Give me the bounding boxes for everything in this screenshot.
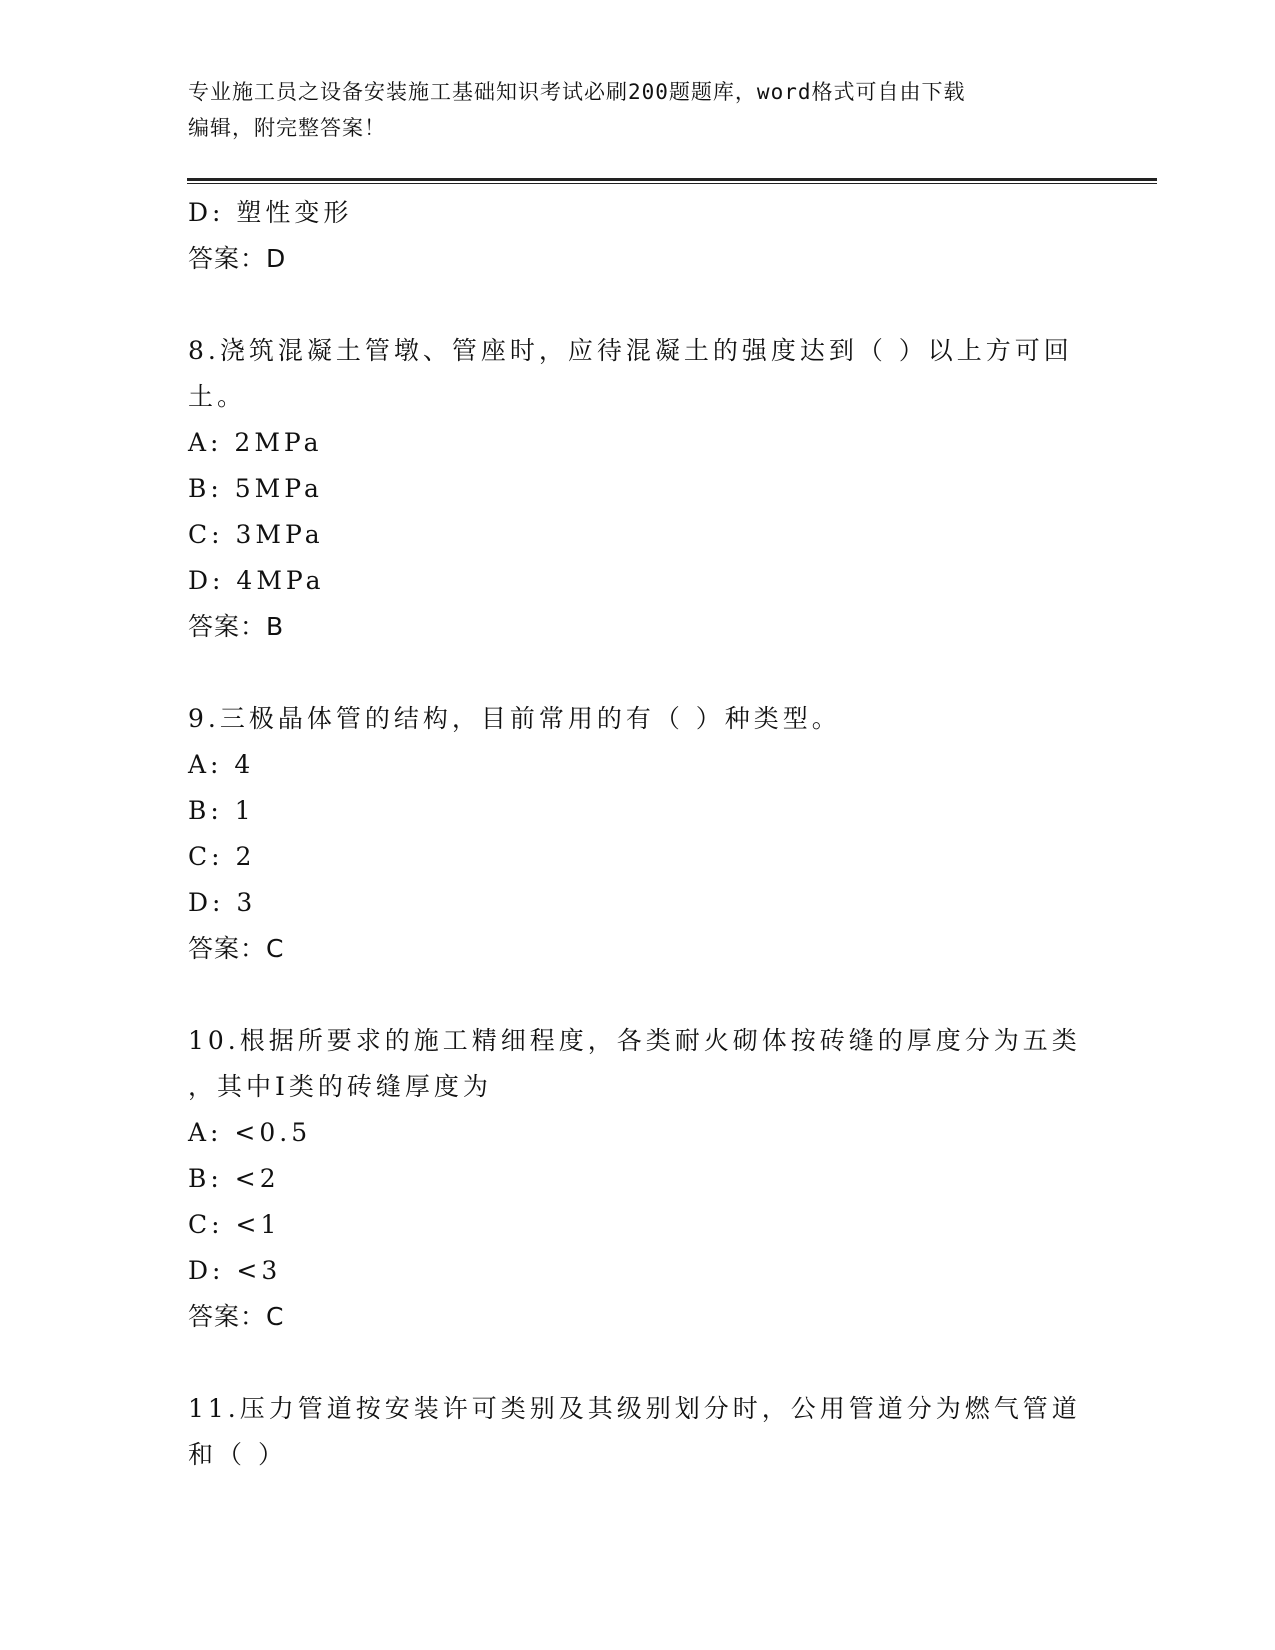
option-a: A: 4: [188, 750, 255, 779]
option-a: A: 2MPa: [188, 428, 323, 457]
option-b: B: <2: [188, 1164, 280, 1193]
header-rule-thin: [187, 183, 1157, 184]
question-stem: 和（ ）: [188, 1440, 287, 1469]
option-d: D: <3: [188, 1256, 282, 1285]
question-7-tail: [188, 190, 1088, 282]
spacer: [188, 1340, 1088, 1386]
option-c: C: <1: [188, 1210, 281, 1239]
option-d: D: 4MPa: [188, 566, 325, 595]
spacer: [188, 282, 1088, 328]
header-line-2: 编辑，附完整答案！: [188, 116, 386, 140]
question-9: [188, 696, 1088, 972]
spacer: [188, 972, 1088, 1018]
question-stem: ，其中Ⅰ类的砖缝厚度为: [188, 1072, 492, 1101]
answer-line: 答案：C: [188, 934, 285, 963]
option-b: B: 1: [188, 796, 255, 825]
option-c: C: 3MPa: [188, 520, 324, 549]
option-d: D: 3: [188, 888, 257, 917]
question-11: [188, 1386, 1088, 1478]
document-body: [188, 190, 1088, 1478]
option-b: B: 5MPa: [188, 474, 323, 503]
option-d: D: 塑性变形: [188, 198, 353, 227]
question-stem: 11.压力管道按安装许可类别及其级别划分时，公用管道分为燃气管道: [188, 1394, 1081, 1423]
answer-line: 答案：D: [188, 244, 287, 273]
question-10: [188, 1018, 1088, 1340]
answer-line: 答案：C: [188, 1302, 285, 1331]
option-c: C: 2: [188, 842, 256, 871]
option-a: A: <0.5: [188, 1118, 312, 1147]
question-stem: 10.根据所要求的施工精细程度，各类耐火砌体按砖缝的厚度分为五类: [188, 1026, 1081, 1055]
answer-line: 答案：B: [188, 612, 285, 641]
header-line-1: 专业施工员之设备安装施工基础知识考试必刷200题题库，word格式可自由下载: [188, 80, 966, 104]
document-header: [188, 74, 1088, 146]
question-stem: 9.三极晶体管的结构，目前常用的有（ ）种类型。: [188, 704, 841, 733]
header-rule-thick: [187, 178, 1157, 181]
question-8: [188, 328, 1088, 650]
spacer: [188, 650, 1088, 696]
question-stem: 土。: [188, 382, 247, 411]
question-stem: 8.浇筑混凝土管墩、管座时，应待混凝土的强度达到（ ）以上方可回: [188, 336, 1073, 365]
